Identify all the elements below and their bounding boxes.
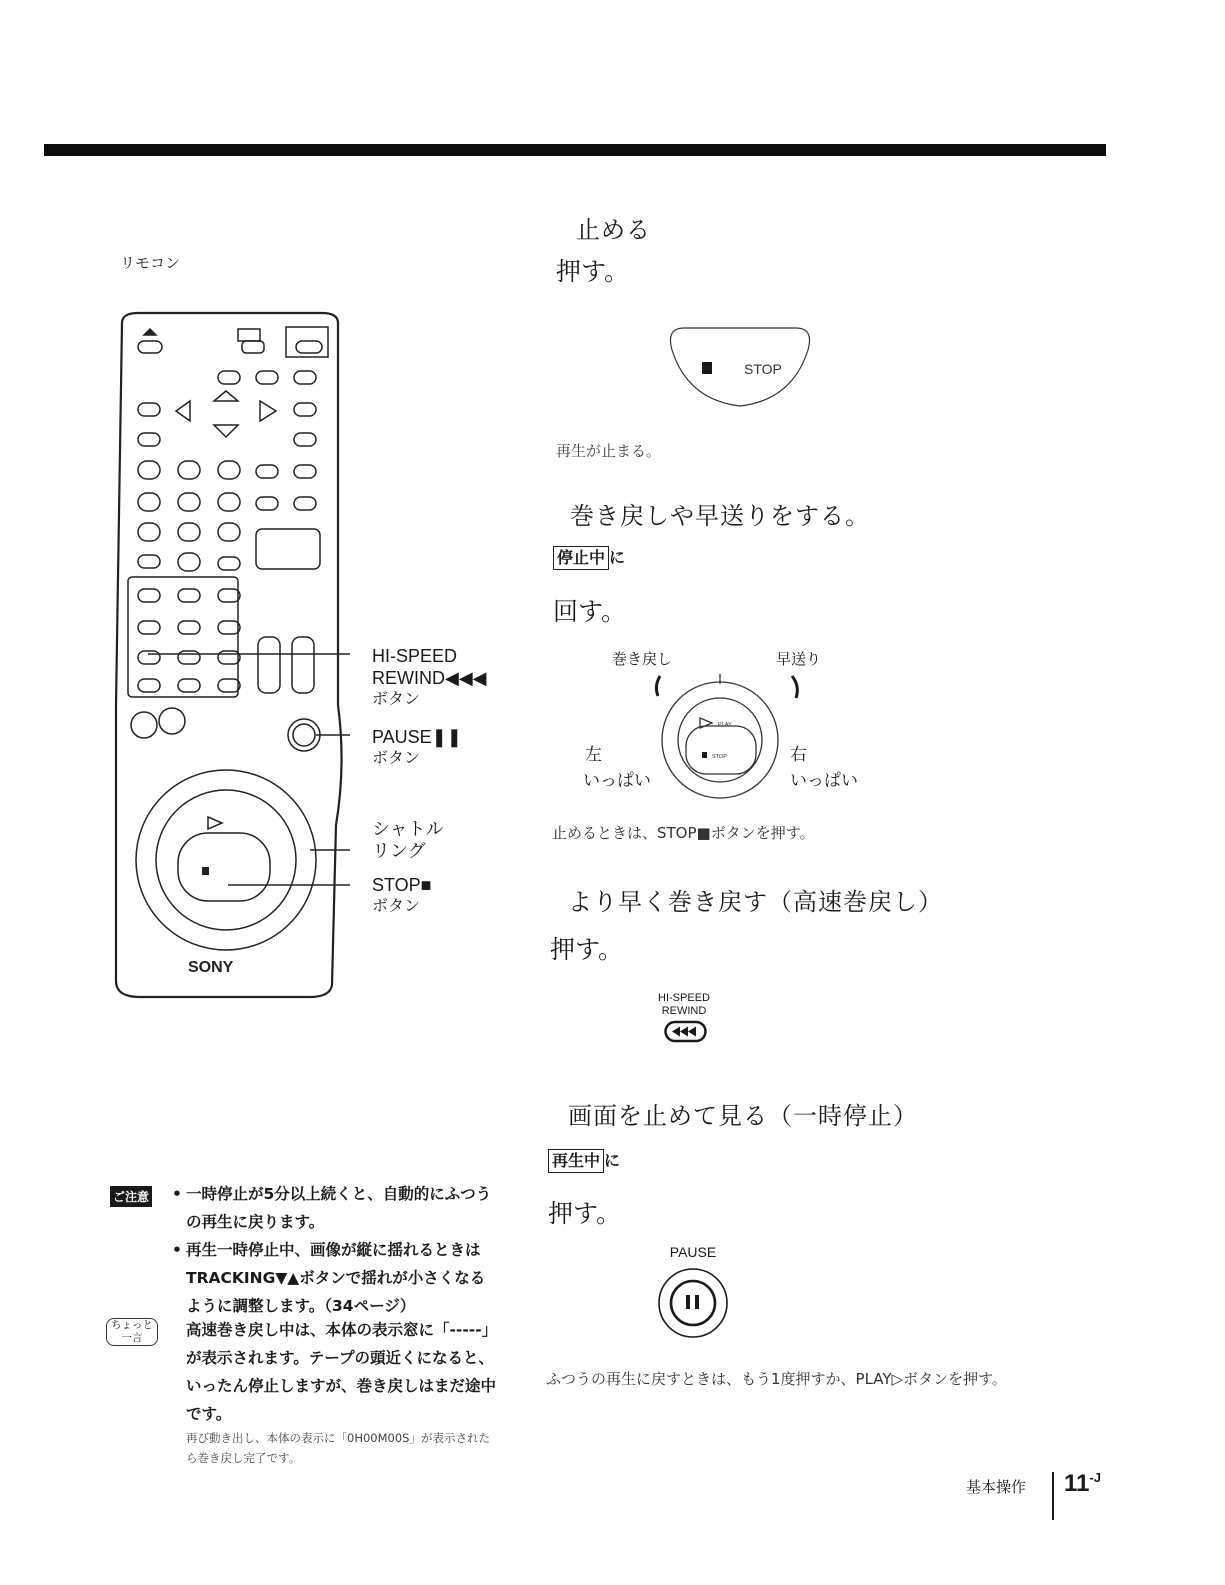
left-full-label: いっぱい — [583, 771, 651, 791]
hispeed-heading: より早く巻き戻す（高速巻戻し） — [568, 888, 943, 916]
stopped-state-label: 停止中 に — [553, 545, 625, 570]
caution-badge: ご注意 — [110, 1186, 152, 1207]
pause-callout: PAUSE❚❚ ボタン — [372, 727, 462, 767]
pause-heading: 画面を止めて見る（一時停止） — [568, 1102, 918, 1130]
remote-label: リモコン — [120, 254, 181, 272]
tip-badge: ちょっと 一言 — [106, 1318, 158, 1346]
page-number: $11^{-J}$ — [1064, 1470, 1101, 1497]
dial-stop-label: STOP — [712, 754, 727, 760]
ff-direction-label: 早送り — [776, 650, 822, 668]
pause-button-icon — [656, 1266, 730, 1340]
rewind-stop-note: 止めるときは、STOP■ボタンを押す。 — [552, 824, 815, 842]
pause-result: ふつうの再生に戻すときは、もう1度押すか、PLAY▷ボタンを押す。 — [546, 1370, 1007, 1388]
stop-heading: 止める — [576, 216, 651, 244]
caution-note-2: • 再生一時停止中、画像が縦に揺れるときはTRACKING▼▲ボタンで揺れが小さくなるように調整します。（34ページ） — [172, 1241, 486, 1315]
tip-small-note: 再び動き出し、本体の表示に「0H00M00S」が表示されたら巻き戻し完了です。 — [186, 1431, 490, 1465]
stop-button-label: STOP — [744, 361, 782, 377]
stop-callout: STOP■ ボタン — [372, 875, 432, 915]
right-label: 右 — [790, 745, 807, 765]
hispeed-rewind-callout: HI-SPEED REWIND◀◀◀ ボタン — [372, 646, 487, 708]
stop-result: 再生が止まる。 — [556, 442, 662, 460]
right-full-label: いっぱい — [790, 771, 858, 791]
remote-control-illustration — [110, 305, 350, 1005]
footer-section-label: 基本操作 — [966, 1478, 1027, 1496]
pause-button-label: PAUSE — [669, 1244, 717, 1260]
pause-verb: 押す。 — [548, 1199, 622, 1228]
hispeed-verb: 押す。 — [550, 935, 624, 964]
rewind-verb: 回す。 — [553, 597, 627, 626]
left-label: 左 — [585, 745, 602, 765]
playing-state-label: 再生中 に — [548, 1148, 620, 1173]
caution-note-1: • 一時停止が5分以上続くと、自動的にふつうの再生に戻ります。 — [172, 1185, 492, 1231]
stop-button-illustration — [664, 326, 816, 410]
footer-divider — [1052, 1472, 1054, 1520]
tip-text: 高速巻き戻し中は、本体の表示窓に「-----」が表示されます。テープの頭近くになると、いったん停止しますが、巻き戻しはまだ途中です。 — [186, 1321, 497, 1423]
shuttle-ring-callout: シャトル リング — [372, 819, 444, 861]
hispeed-button-label: HI-SPEED REWIND — [658, 992, 710, 1017]
rewind-direction-label: 巻き戻し — [612, 650, 673, 668]
rewind-heading: 巻き戻しや早送りをする。 — [570, 502, 870, 530]
brand-logo: SONY — [188, 959, 234, 976]
hispeed-rewind-icon — [664, 1020, 708, 1044]
top-rule — [44, 144, 1106, 156]
stop-verb: 押す。 — [556, 257, 630, 286]
dial-play-label: PLAY — [718, 722, 732, 728]
